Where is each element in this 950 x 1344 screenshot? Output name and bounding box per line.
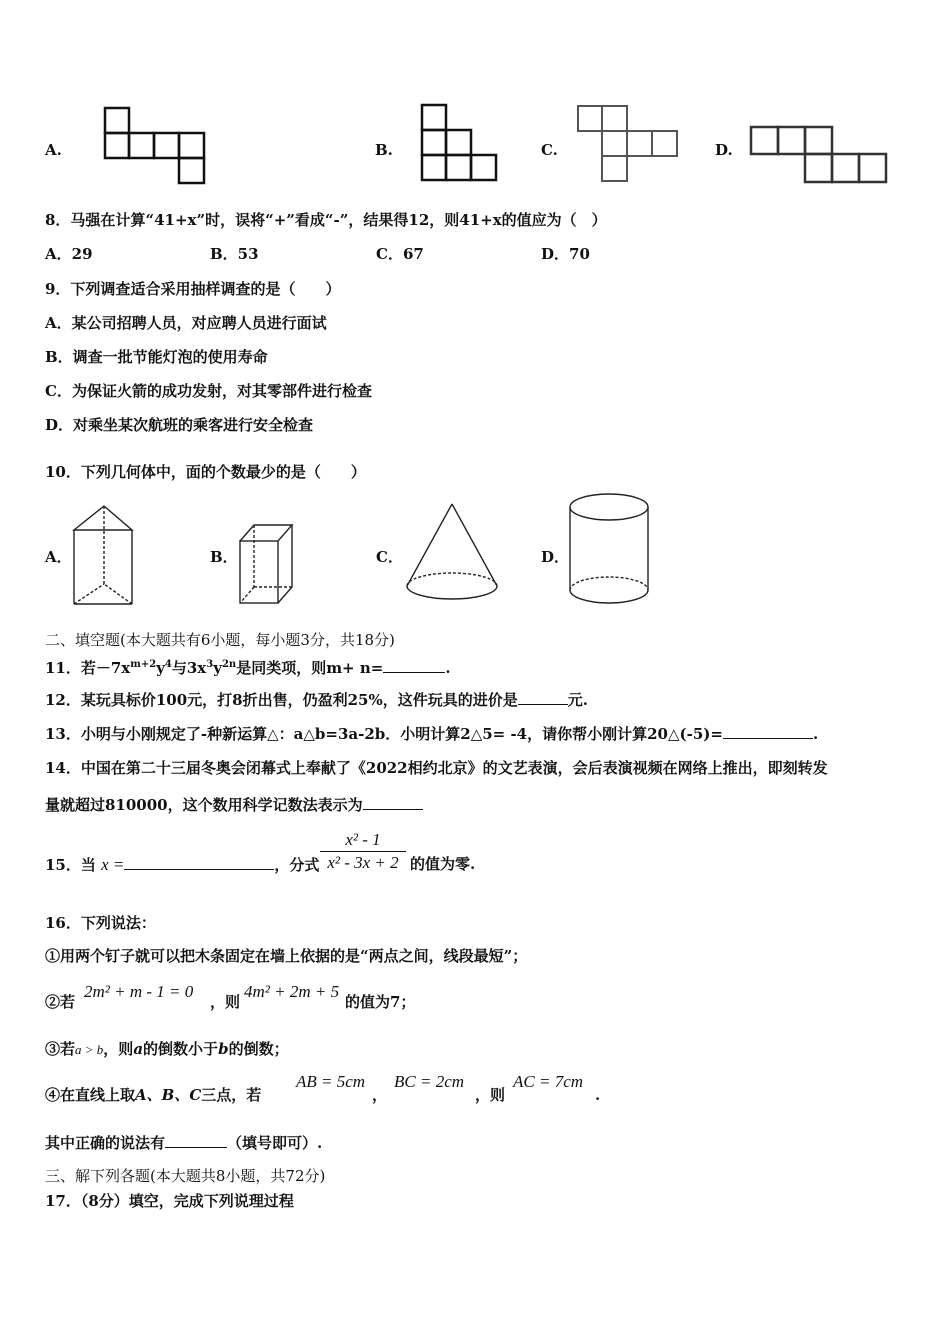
q11-answer-blank[interactable] <box>383 658 445 673</box>
q10-label-a: A． <box>45 548 72 566</box>
q12-answer-blank[interactable] <box>518 690 568 705</box>
section-2-heading: 二、填空题(本大题共有6小题，每小题3分，共18分) <box>45 631 395 649</box>
q15: 15．当 x = ，分式 <box>45 855 320 874</box>
q7-label-b: B. <box>375 141 393 159</box>
q7-net-c <box>577 105 681 185</box>
q9-stem: 9．下列调查适合采用抽样调查的是（ ） <box>45 280 341 298</box>
q16-comma: ， <box>372 1086 388 1104</box>
q14-line2: 量就超过810000，这个数用科学记数法表示为 <box>45 795 423 814</box>
q9-option-d: D．对乘坐某次航班的乘客进行安全检查 <box>45 416 314 434</box>
q8-option-a: A．29 <box>45 245 93 263</box>
q15-answer-blank[interactable] <box>124 855 274 870</box>
triangular-prism-figure <box>72 504 136 606</box>
q16-stem: 16．下列说法： <box>45 914 156 932</box>
q7-label-d: D. <box>715 141 733 159</box>
q7-label-a: A. <box>45 141 62 159</box>
q16-statement-2-then: ，则 <box>210 993 241 1011</box>
q10-label-b: B． <box>210 548 238 566</box>
q16-ac-eq: AC = 7cm <box>513 1072 584 1091</box>
q9-option-c: C．为保证火箭的成功发射，对其零部件进行检查 <box>45 382 372 400</box>
cuboid-figure <box>238 523 296 605</box>
q7-net-a <box>104 107 208 187</box>
q16-statement-2-expr: 4m² + 2m + 5 <box>244 982 340 1001</box>
q16-ab-eq: AB = 5cm <box>296 1072 366 1091</box>
q15-fraction: x² - 1 x² - 3x + 2 <box>320 829 406 874</box>
q9-option-a: A．某公司招聘人员，对应聘人员进行面试 <box>45 314 327 332</box>
q16-statement-3: ③若a > b，则a的倒数小于b的倒数； <box>45 1040 289 1058</box>
q12: 12．某玩具标价100元，打8折出售，仍盈利25%，这件玩具的进价是 元. <box>45 691 588 709</box>
q10-label-c: C． <box>376 548 403 566</box>
q8-stem: 8．马强在计算“41+x”时，误将“+”看成“-”，结果得12，则41+x的值应为（ ） <box>45 211 607 229</box>
q16-period: . <box>595 1086 601 1104</box>
q13-answer-blank[interactable] <box>723 724 813 739</box>
q15-tail: 的值为零. <box>410 855 476 873</box>
q13: 13．小明与小刚规定了-种新运算△：a△b=3a-2b．小明计算2△5= -4，请你帮小刚计算20△(-5)= . <box>45 725 819 743</box>
q7-label-c: C. <box>541 141 558 159</box>
cone-figure <box>405 502 501 604</box>
q8-option-c: C．67 <box>376 245 424 263</box>
q16-statement-2-tail: 的值为7； <box>345 993 416 1011</box>
q7-net-d <box>750 126 892 186</box>
q16-statement-2-eq: 2m² + m - 1 = 0 <box>84 982 194 1001</box>
q10-label-d: D． <box>541 548 570 566</box>
q9-option-b: B．调查一批节能灯泡的使用寿命 <box>45 348 268 366</box>
q11: 11．若$-7x^{m+2}y^4$与$3x^3y^{2n}$是同类项，则m+ n= . <box>45 659 451 677</box>
q8-option-d: D．70 <box>541 245 590 263</box>
q16-then: ，则 <box>475 1086 506 1104</box>
q16-statement-2-prefix: ②若 <box>45 993 76 1011</box>
cylinder-figure <box>568 492 652 608</box>
q10-stem: 10．下列几何体中，面的个数最少的是（ ） <box>45 463 366 481</box>
q17-stem: 17．（8分）填空，完成下列说理过程 <box>45 1192 294 1210</box>
q7-net-b <box>421 104 501 184</box>
q16-statement-4: ④在直线上取A、B、C三点，若 <box>45 1086 262 1104</box>
q16-statement-1: ①用两个钉子就可以把木条固定在墙上依据的是“两点之间，线段最短”； <box>45 947 528 965</box>
q14-line1: 14．中国在第二十三届冬奥会闭幕式上奉献了《2022相约北京》的文艺表演，会后表演视频在网络上推出，即刻转发 <box>45 759 828 777</box>
q16-answer: 其中正确的说法有 （填号即可）. <box>45 1134 323 1152</box>
q8-option-b: B．53 <box>210 245 259 263</box>
section-3-heading: 三、解下列各题(本大题共8小题，共72分) <box>45 1167 326 1185</box>
q16-bc-eq: BC = 2cm <box>394 1072 465 1091</box>
q16-answer-blank[interactable] <box>165 1133 227 1148</box>
q14-answer-blank[interactable] <box>363 795 423 810</box>
